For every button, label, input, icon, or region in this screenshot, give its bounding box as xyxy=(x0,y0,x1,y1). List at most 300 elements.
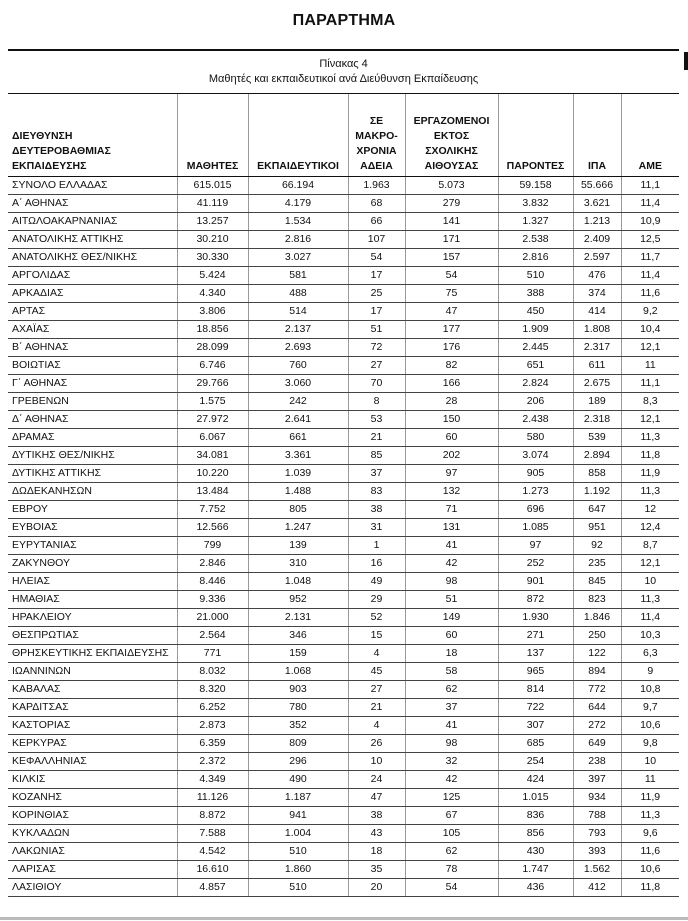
cell-students: 9.336 xyxy=(177,591,248,609)
cell-ame: 11,9 xyxy=(621,789,679,807)
cell-working-outside-class: 177 xyxy=(405,321,498,339)
cell-long-leave: 38 xyxy=(348,807,405,825)
cell-ipa: 539 xyxy=(573,429,621,447)
cell-long-leave: 21 xyxy=(348,699,405,717)
cell-ame: 9 xyxy=(621,663,679,681)
cell-directorate: ΚΑΣΤΟΡΙΑΣ xyxy=(8,717,177,735)
table-row xyxy=(8,681,679,699)
cell-ipa: 649 xyxy=(573,735,621,753)
cell-students: 13.257 xyxy=(177,213,248,231)
cell-long-leave: 107 xyxy=(348,231,405,249)
cell-directorate: ΙΩΑΝΝΙΝΩΝ xyxy=(8,663,177,681)
cell-working-outside-class: 98 xyxy=(405,735,498,753)
table-row xyxy=(8,789,679,807)
students-teachers-table xyxy=(8,49,679,897)
cell-teachers: 661 xyxy=(248,429,348,447)
cell-teachers: 346 xyxy=(248,627,348,645)
cell-present: 814 xyxy=(498,681,573,699)
cell-working-outside-class: 75 xyxy=(405,285,498,303)
cell-long-leave: 1 xyxy=(348,537,405,555)
cell-long-leave: 24 xyxy=(348,771,405,789)
cell-present: 1.930 xyxy=(498,609,573,627)
cell-present: 3.832 xyxy=(498,195,573,213)
cell-long-leave: 49 xyxy=(348,573,405,591)
cell-teachers: 510 xyxy=(248,879,348,897)
cell-ipa: 788 xyxy=(573,807,621,825)
table-row xyxy=(8,663,679,681)
cell-long-leave: 27 xyxy=(348,357,405,375)
cell-present: 1.085 xyxy=(498,519,573,537)
cell-directorate: ΑΝΑΤΟΛΙΚΗΣ ΘΕΣ/ΝΙΚΗΣ xyxy=(8,249,177,267)
cell-ame: 10,9 xyxy=(621,213,679,231)
cell-students: 8.320 xyxy=(177,681,248,699)
cell-working-outside-class: 54 xyxy=(405,267,498,285)
cell-ipa: 1.192 xyxy=(573,483,621,501)
col-header-present: ΠΑΡΟΝΤΕΣ xyxy=(498,94,573,177)
cell-ame: 12,1 xyxy=(621,411,679,429)
cell-directorate: ΑΧΑΪΑΣ xyxy=(8,321,177,339)
cell-present: 580 xyxy=(498,429,573,447)
cell-teachers: 310 xyxy=(248,555,348,573)
cell-working-outside-class: 5.073 xyxy=(405,177,498,195)
table-row xyxy=(8,717,679,735)
table-row xyxy=(8,285,679,303)
cell-long-leave: 20 xyxy=(348,879,405,897)
cell-ame: 11,6 xyxy=(621,285,679,303)
cell-long-leave: 51 xyxy=(348,321,405,339)
cell-present: 901 xyxy=(498,573,573,591)
cell-directorate: ΚΑΡΔΙΤΣΑΣ xyxy=(8,699,177,717)
cell-students: 2.846 xyxy=(177,555,248,573)
cell-present: 1.015 xyxy=(498,789,573,807)
cell-working-outside-class: 41 xyxy=(405,537,498,555)
cell-long-leave: 72 xyxy=(348,339,405,357)
cell-students: 5.424 xyxy=(177,267,248,285)
cell-directorate: ΘΡΗΣΚΕΥΤΙΚΗΣ ΕΚΠΑΙΔΕΥΣΗΣ xyxy=(8,645,177,663)
cell-directorate: ΑΝΑΤΟΛΙΚΗΣ ΑΤΤΙΚΗΣ xyxy=(8,231,177,249)
table-row xyxy=(8,267,679,285)
cell-working-outside-class: 105 xyxy=(405,825,498,843)
cell-present: 2.816 xyxy=(498,249,573,267)
cell-directorate: ΔΩΔΕΚΑΝΗΣΩΝ xyxy=(8,483,177,501)
col-header-directorate: ΔΙΕΥΘΥΝΣΗ ΔΕΥΤΕΡΟΒΑΘΜΙΑΣ ΕΚΠΑΙΔΕΥΣΗΣ xyxy=(8,94,177,177)
cell-present: 97 xyxy=(498,537,573,555)
cell-present: 510 xyxy=(498,267,573,285)
cell-present: 252 xyxy=(498,555,573,573)
cell-teachers: 903 xyxy=(248,681,348,699)
cell-present: 965 xyxy=(498,663,573,681)
cell-working-outside-class: 42 xyxy=(405,771,498,789)
cell-students: 4.349 xyxy=(177,771,248,789)
cell-ame: 11 xyxy=(621,357,679,375)
table-row xyxy=(8,231,679,249)
cell-ame: 11,7 xyxy=(621,249,679,267)
table-row xyxy=(8,447,679,465)
cell-long-leave: 8 xyxy=(348,393,405,411)
cell-directorate: ΚΕΦΑΛΛΗΝΙΑΣ xyxy=(8,753,177,771)
table-row xyxy=(8,483,679,501)
cell-ipa: 374 xyxy=(573,285,621,303)
cell-teachers: 2.137 xyxy=(248,321,348,339)
cell-directorate: ΓΡΕΒΕΝΩΝ xyxy=(8,393,177,411)
cell-teachers: 4.179 xyxy=(248,195,348,213)
cell-ipa: 793 xyxy=(573,825,621,843)
cell-directorate: ΑΡΤΑΣ xyxy=(8,303,177,321)
cell-present: 696 xyxy=(498,501,573,519)
cell-ame: 9,8 xyxy=(621,735,679,753)
cell-directorate: ΑΡΓΟΛΙΔΑΣ xyxy=(8,267,177,285)
cell-directorate: Δ΄ ΑΘΗΝΑΣ xyxy=(8,411,177,429)
cell-students: 8.032 xyxy=(177,663,248,681)
table-body xyxy=(8,177,679,897)
cell-directorate: ΑΡΚΑΔΙΑΣ xyxy=(8,285,177,303)
table-row xyxy=(8,861,679,879)
cell-students: 21.000 xyxy=(177,609,248,627)
col-header-working-outside-class: ΕΡΓΑΖΟΜΕΝΟΙ ΕΚΤΟΣ ΣΧΟΛΙΚΗΣ ΑΙΘΟΥΣΑΣ xyxy=(405,94,498,177)
cell-ipa: 476 xyxy=(573,267,621,285)
cell-students: 4.340 xyxy=(177,285,248,303)
cell-students: 771 xyxy=(177,645,248,663)
cell-present: 388 xyxy=(498,285,573,303)
cell-long-leave: 66 xyxy=(348,213,405,231)
table-row xyxy=(8,321,679,339)
cell-working-outside-class: 132 xyxy=(405,483,498,501)
cell-working-outside-class: 47 xyxy=(405,303,498,321)
cell-ame: 11,6 xyxy=(621,843,679,861)
cell-long-leave: 38 xyxy=(348,501,405,519)
cell-teachers: 805 xyxy=(248,501,348,519)
cell-students: 615.015 xyxy=(177,177,248,195)
cell-present: 905 xyxy=(498,465,573,483)
cell-long-leave: 31 xyxy=(348,519,405,537)
cell-ipa: 647 xyxy=(573,501,621,519)
cell-directorate: ΕΥΡΥΤΑΝΙΑΣ xyxy=(8,537,177,555)
cell-long-leave: 47 xyxy=(348,789,405,807)
cell-directorate: ΗΛΕΙΑΣ xyxy=(8,573,177,591)
cell-working-outside-class: 279 xyxy=(405,195,498,213)
table-row xyxy=(8,807,679,825)
cell-working-outside-class: 71 xyxy=(405,501,498,519)
cell-teachers: 1.534 xyxy=(248,213,348,231)
cell-students: 3.806 xyxy=(177,303,248,321)
cell-long-leave: 4 xyxy=(348,645,405,663)
cell-teachers: 809 xyxy=(248,735,348,753)
table-row xyxy=(8,519,679,537)
cell-present: 436 xyxy=(498,879,573,897)
cell-ipa: 189 xyxy=(573,393,621,411)
table-row xyxy=(8,429,679,447)
table-row xyxy=(8,195,679,213)
cell-teachers: 159 xyxy=(248,645,348,663)
cell-ipa: 397 xyxy=(573,771,621,789)
cell-ame: 11 xyxy=(621,771,679,789)
table-row xyxy=(8,825,679,843)
page-bottom-edge xyxy=(0,917,688,920)
cell-working-outside-class: 149 xyxy=(405,609,498,627)
cell-working-outside-class: 54 xyxy=(405,879,498,897)
cell-teachers: 488 xyxy=(248,285,348,303)
cell-ipa: 1.562 xyxy=(573,861,621,879)
table-row xyxy=(8,213,679,231)
cell-present: 450 xyxy=(498,303,573,321)
cell-present: 59.158 xyxy=(498,177,573,195)
cell-present: 254 xyxy=(498,753,573,771)
cell-ipa: 894 xyxy=(573,663,621,681)
cell-teachers: 3.361 xyxy=(248,447,348,465)
cell-directorate: ΘΕΣΠΡΩΤΙΑΣ xyxy=(8,627,177,645)
cell-present: 836 xyxy=(498,807,573,825)
cell-working-outside-class: 131 xyxy=(405,519,498,537)
cell-teachers: 514 xyxy=(248,303,348,321)
cell-working-outside-class: 78 xyxy=(405,861,498,879)
cell-teachers: 139 xyxy=(248,537,348,555)
cell-present: 424 xyxy=(498,771,573,789)
cell-ame: 9,7 xyxy=(621,699,679,717)
table-caption xyxy=(8,50,679,94)
cell-ipa: 2.317 xyxy=(573,339,621,357)
table-row xyxy=(8,501,679,519)
cell-present: 685 xyxy=(498,735,573,753)
cell-teachers: 66.194 xyxy=(248,177,348,195)
cell-long-leave: 35 xyxy=(348,861,405,879)
cell-ipa: 250 xyxy=(573,627,621,645)
cell-ame: 12,5 xyxy=(621,231,679,249)
cell-directorate: ΕΥΒΟΙΑΣ xyxy=(8,519,177,537)
cell-ipa: 92 xyxy=(573,537,621,555)
cell-long-leave: 26 xyxy=(348,735,405,753)
cell-directorate: ΔΡΑΜΑΣ xyxy=(8,429,177,447)
cell-ipa: 122 xyxy=(573,645,621,663)
cell-ame: 10 xyxy=(621,753,679,771)
page-title: ΠΑΡΑΡΤΗΜΑ xyxy=(292,12,396,29)
cell-teachers: 1.068 xyxy=(248,663,348,681)
cell-students: 12.566 xyxy=(177,519,248,537)
cell-directorate: ΔΥΤΙΚΗΣ ΑΤΤΙΚΗΣ xyxy=(8,465,177,483)
cell-present: 1.273 xyxy=(498,483,573,501)
cell-long-leave: 27 xyxy=(348,681,405,699)
cell-ame: 12,1 xyxy=(621,339,679,357)
cell-students: 30.210 xyxy=(177,231,248,249)
cell-ipa: 414 xyxy=(573,303,621,321)
cell-teachers: 2.131 xyxy=(248,609,348,627)
cell-students: 41.119 xyxy=(177,195,248,213)
cell-students: 30.330 xyxy=(177,249,248,267)
cell-teachers: 296 xyxy=(248,753,348,771)
cell-teachers: 581 xyxy=(248,267,348,285)
cell-working-outside-class: 51 xyxy=(405,591,498,609)
cell-students: 29.766 xyxy=(177,375,248,393)
cell-directorate: ΛΑΚΩΝΙΑΣ xyxy=(8,843,177,861)
cell-ame: 10,8 xyxy=(621,681,679,699)
table-row xyxy=(8,393,679,411)
cell-present: 2.538 xyxy=(498,231,573,249)
cell-present: 307 xyxy=(498,717,573,735)
cell-students: 2.873 xyxy=(177,717,248,735)
cell-teachers: 2.816 xyxy=(248,231,348,249)
cell-long-leave: 1.963 xyxy=(348,177,405,195)
cell-working-outside-class: 60 xyxy=(405,429,498,447)
cell-teachers: 1.004 xyxy=(248,825,348,843)
cell-ame: 9,6 xyxy=(621,825,679,843)
cell-long-leave: 53 xyxy=(348,411,405,429)
cell-long-leave: 10 xyxy=(348,753,405,771)
cell-working-outside-class: 37 xyxy=(405,699,498,717)
cell-ame: 11,4 xyxy=(621,609,679,627)
table-row-total xyxy=(8,177,679,195)
cell-teachers: 352 xyxy=(248,717,348,735)
cell-ipa: 412 xyxy=(573,879,621,897)
cell-ipa: 393 xyxy=(573,843,621,861)
cell-ipa: 644 xyxy=(573,699,621,717)
cell-long-leave: 16 xyxy=(348,555,405,573)
table-row xyxy=(8,303,679,321)
caption-line-2: Μαθητές και εκπαιδευτικοί ανά Διεύθυνση Εκπαίδευσης xyxy=(208,73,479,85)
cell-directorate: ΚΙΛΚΙΣ xyxy=(8,771,177,789)
table-row xyxy=(8,843,679,861)
scroll-mark xyxy=(684,52,688,70)
cell-ipa: 2.894 xyxy=(573,447,621,465)
cell-teachers: 242 xyxy=(248,393,348,411)
cell-working-outside-class: 171 xyxy=(405,231,498,249)
cell-ipa: 934 xyxy=(573,789,621,807)
cell-teachers: 780 xyxy=(248,699,348,717)
col-header-students: ΜΑΘΗΤΕΣ xyxy=(177,94,248,177)
cell-ame: 11,1 xyxy=(621,177,679,195)
table-row xyxy=(8,375,679,393)
cell-long-leave: 70 xyxy=(348,375,405,393)
table-row xyxy=(8,753,679,771)
cell-ame: 12 xyxy=(621,501,679,519)
cell-long-leave: 83 xyxy=(348,483,405,501)
cell-ame: 11,8 xyxy=(621,879,679,897)
cell-ame: 11,4 xyxy=(621,267,679,285)
cell-ipa: 3.621 xyxy=(573,195,621,213)
cell-ipa: 845 xyxy=(573,573,621,591)
table-row xyxy=(8,555,679,573)
cell-long-leave: 68 xyxy=(348,195,405,213)
cell-working-outside-class: 28 xyxy=(405,393,498,411)
cell-directorate: ΑΙΤΩΛΟΑΚΑΡΝΑΝΙΑΣ xyxy=(8,213,177,231)
cell-directorate: ΗΡΑΚΛΕΙΟΥ xyxy=(8,609,177,627)
header-row xyxy=(8,94,679,177)
cell-ame: 11,3 xyxy=(621,807,679,825)
cell-students: 6.067 xyxy=(177,429,248,447)
cell-working-outside-class: 62 xyxy=(405,681,498,699)
cell-working-outside-class: 41 xyxy=(405,717,498,735)
cell-ame: 10,4 xyxy=(621,321,679,339)
cell-students: 6.359 xyxy=(177,735,248,753)
cell-ipa: 2.675 xyxy=(573,375,621,393)
cell-teachers: 490 xyxy=(248,771,348,789)
cell-working-outside-class: 125 xyxy=(405,789,498,807)
cell-ipa: 2.597 xyxy=(573,249,621,267)
cell-directorate: ΚΟΖΑΝΗΣ xyxy=(8,789,177,807)
cell-ame: 11,4 xyxy=(621,195,679,213)
cell-students: 8.446 xyxy=(177,573,248,591)
cell-long-leave: 18 xyxy=(348,843,405,861)
cell-long-leave: 29 xyxy=(348,591,405,609)
cell-students: 34.081 xyxy=(177,447,248,465)
cell-directorate: ΚΥΚΛΑΔΩΝ xyxy=(8,825,177,843)
cell-present: 722 xyxy=(498,699,573,717)
cell-ame: 11,3 xyxy=(621,429,679,447)
cell-students: 6.746 xyxy=(177,357,248,375)
table-row xyxy=(8,645,679,663)
table-row xyxy=(8,591,679,609)
cell-directorate: ΚΑΒΑΛΑΣ xyxy=(8,681,177,699)
cell-teachers: 2.693 xyxy=(248,339,348,357)
cell-ame: 10,3 xyxy=(621,627,679,645)
cell-students: 2.564 xyxy=(177,627,248,645)
col-header-long-leave: ΣΕ ΜΑΚΡΟ-ΧΡΟΝΙΑ ΑΔΕΙΑ xyxy=(348,94,405,177)
cell-present: 1.909 xyxy=(498,321,573,339)
cell-long-leave: 54 xyxy=(348,249,405,267)
cell-teachers: 1.039 xyxy=(248,465,348,483)
cell-directorate: ΛΑΡΙΣΑΣ xyxy=(8,861,177,879)
cell-ipa: 951 xyxy=(573,519,621,537)
cell-working-outside-class: 202 xyxy=(405,447,498,465)
cell-teachers: 1.860 xyxy=(248,861,348,879)
cell-ipa: 2.409 xyxy=(573,231,621,249)
cell-teachers: 1.048 xyxy=(248,573,348,591)
cell-directorate: ΖΑΚΥΝΘΟΥ xyxy=(8,555,177,573)
cell-teachers: 1.488 xyxy=(248,483,348,501)
cell-ipa: 1.808 xyxy=(573,321,621,339)
cell-working-outside-class: 58 xyxy=(405,663,498,681)
cell-ipa: 772 xyxy=(573,681,621,699)
table-row xyxy=(8,627,679,645)
cell-ipa: 1.213 xyxy=(573,213,621,231)
cell-long-leave: 15 xyxy=(348,627,405,645)
cell-ame: 11,9 xyxy=(621,465,679,483)
cell-ame: 10,6 xyxy=(621,861,679,879)
cell-directorate: Γ΄ ΑΘΗΝΑΣ xyxy=(8,375,177,393)
col-header-ame: ΑΜΕ xyxy=(621,94,679,177)
cell-present: 651 xyxy=(498,357,573,375)
table-row xyxy=(8,771,679,789)
cell-directorate: ΗΜΑΘΙΑΣ xyxy=(8,591,177,609)
cell-present: 271 xyxy=(498,627,573,645)
cell-ame: 12,4 xyxy=(621,519,679,537)
cell-ame: 6,3 xyxy=(621,645,679,663)
cell-long-leave: 37 xyxy=(348,465,405,483)
cell-working-outside-class: 60 xyxy=(405,627,498,645)
cell-students: 2.372 xyxy=(177,753,248,771)
cell-students: 18.856 xyxy=(177,321,248,339)
cell-long-leave: 17 xyxy=(348,267,405,285)
table-row xyxy=(8,735,679,753)
cell-long-leave: 85 xyxy=(348,447,405,465)
cell-working-outside-class: 98 xyxy=(405,573,498,591)
table-row xyxy=(8,573,679,591)
cell-present: 1.327 xyxy=(498,213,573,231)
col-header-teachers: ΕΚΠΑΙΔΕΥΤΙΚΟΙ xyxy=(248,94,348,177)
cell-directorate: ΚΕΡΚΥΡΑΣ xyxy=(8,735,177,753)
cell-present: 206 xyxy=(498,393,573,411)
cell-present: 1.747 xyxy=(498,861,573,879)
cell-teachers: 1.247 xyxy=(248,519,348,537)
cell-long-leave: 25 xyxy=(348,285,405,303)
table-row xyxy=(8,465,679,483)
cell-ame: 11,3 xyxy=(621,591,679,609)
table-row xyxy=(8,699,679,717)
cell-working-outside-class: 32 xyxy=(405,753,498,771)
cell-present: 3.074 xyxy=(498,447,573,465)
cell-students: 7.588 xyxy=(177,825,248,843)
caption-line-1: Πίνακας 4 xyxy=(319,58,368,70)
cell-working-outside-class: 18 xyxy=(405,645,498,663)
cell-present: 2.438 xyxy=(498,411,573,429)
